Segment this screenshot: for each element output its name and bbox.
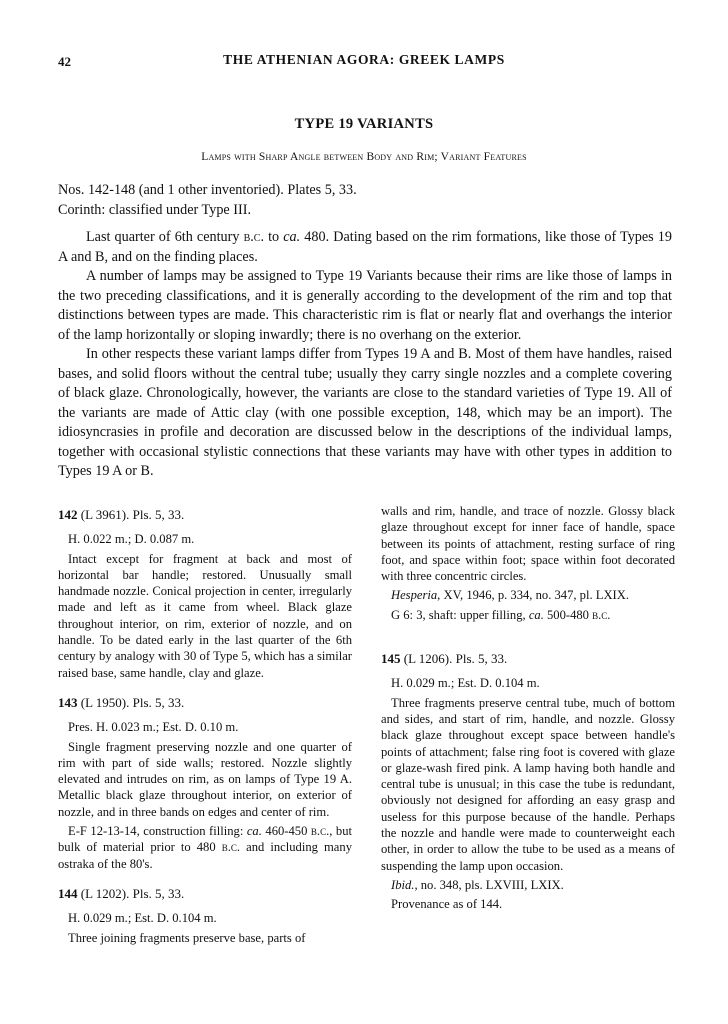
nos-line: Nos. 142-148 (and 1 other inventoried). Plates 5, 33. <box>58 182 357 198</box>
text-run: , but bulk of material prior to 480 <box>58 824 352 855</box>
dimensions: H. 0.022 m.; D. 0.087 m. <box>68 532 195 547</box>
catalog-number: 142 <box>58 507 78 522</box>
description: Single fragment preserving nozzle and one quarter of rim with part of side walls; restored. Nozzle slightly elevated and intrudes on rim, as on lamps of Type 19 A. Metallic black glaze throughout interior, on exterior of nozzle, and in three bands on edges and center of rim. <box>58 739 352 819</box>
intro-paragraph: A number of lamps may be assigned to Type 19 Variants because their rims are like those of lamps in the two preceding classifications, and it is generally according to the development of the rim and top that distinctions between types are made. This characteristic rim is flat or nearly flat and overhangs the interior of the lamp horizontally or sloping inwardly; there is no overhang on the exterior. <box>58 268 672 343</box>
context <box>381 607 675 623</box>
ca-abbrev: ca. <box>246 824 262 839</box>
description-continued: walls and rim, handle, and trace of nozzle. Glossy black glaze throughout except for inner face of handle, space between its points of attachment, resting surface of ring foot, and space within foot; space within foot decorated with three concentric circles. <box>381 504 675 584</box>
provenance: Provenance as of 144. <box>391 897 503 912</box>
catalog-ref: (L 1950). Pls. 5, 33. <box>77 694 185 710</box>
bc-abbrev: b.c. <box>310 824 330 839</box>
publication <box>381 587 675 603</box>
catalog-heading <box>381 651 675 667</box>
description: Three fragments preserve central tube, much of bottom and sides, and start of rim, handle, and nozzle. Glossy black glaze throughout except space between handle's points of attachment; false ring foot is covered with glaze or glaze-wash fired pink. A lamp having both handle and central tube is unusual; in this case the tube is redundant, obviously not designed for affording an easy grasp and useless for this purpose because of the handle. Perhaps the nozzle and handle were made to counterweight each other, in order to allow the tube to be used as a means of suspending the lamp upon occasion. <box>381 695 675 873</box>
intro-paragraph: In other respects these variant lamps differ from Types 19 A and B. Most of them have handles, raised bases, and solid floors without the central tube; usually they carry single nozzles and a complete covering of black glaze. Chronologically, however, the variants are close to the standard varieties of Type 19. All of the variants are made of Attic clay (with one possible exception, 148, which may be an import). The idiosyncrasies in profile and decoration are discussed below in the descriptions of the individual lamps, together with occasional stylistic connections that these variants may have with other types in addition to Types 19 A or B. <box>58 346 672 479</box>
spacer <box>58 872 352 886</box>
text-run: Last quarter of 6th century <box>86 229 244 245</box>
text-run: , no. 348, pls. LXVIII, LXIX. <box>414 877 564 892</box>
corinth-line: Corinth: classified under Type III. <box>58 201 251 218</box>
catalog-heading <box>58 507 352 523</box>
catalog-number: 145 <box>381 651 401 667</box>
section-title: TYPE 19 VARIANTS <box>294 116 434 132</box>
text-run: and including many ostraka of the 80's. <box>58 840 352 871</box>
catalog-heading <box>58 886 352 902</box>
description: Intact except for fragment at back and most of horizontal bar handle; restored. Unusually small handmade nozzle. Conical projection in center, irregularly made and left as it came from wheel. Black glaze throughout interior, on rim, exterior of nozzle, and on handle. To be dated early in the last quarter of the 6th century by analogy with 30 of Type 5, which has a similar raised base, same handle, clay and glaze. <box>58 551 352 680</box>
dimensions: Pres. H. 0.023 m.; Est. D. 0.10 m. <box>68 720 239 735</box>
bc-abbrev: b.c. <box>221 840 241 855</box>
text-run: to <box>264 229 284 245</box>
dimensions: H. 0.029 m.; Est. D. 0.104 m. <box>391 676 540 691</box>
catalog-ref: (L 3961). Pls. 5, 33. <box>77 507 185 522</box>
text-run: 480. Dating based on the rim formations, like those of Types 19 A and B, and on the finding places. <box>58 229 672 265</box>
bc-abbrev: b.c. <box>243 229 265 245</box>
dimensions: H. 0.029 m.; Est. D. 0.104 m. <box>68 911 217 926</box>
intro-block <box>58 181 672 482</box>
catalog-number: 144 <box>58 885 78 901</box>
ca-abbrev: ca. <box>283 229 301 245</box>
catalog-ref: (L 1206). Pls. 5, 33. <box>400 651 508 667</box>
text-run: 500-480 <box>543 607 593 622</box>
text-run: , XV, 1946, p. 334, no. 347, pl. LXIX. <box>437 588 629 603</box>
journal-title: Hesperia <box>391 588 438 603</box>
spacer <box>381 623 675 651</box>
text-run: E-F 12-13-14, construction filling: <box>68 824 247 839</box>
running-head: THE ATHENIAN AGORA: GREEK LAMPS <box>223 52 505 67</box>
ibid-abbrev: Ibid. <box>391 877 415 892</box>
section-subtitle: Lamps with Sharp Angle between Body and Rim; Variant Features <box>201 151 527 163</box>
context <box>58 823 352 872</box>
page-number: 42 <box>58 54 71 69</box>
spacer <box>58 681 352 695</box>
catalog-ref: (L 1202). Pls. 5, 33. <box>77 885 185 901</box>
ca-abbrev: ca. <box>528 607 544 622</box>
intro-paragraph <box>58 228 672 267</box>
left-column <box>58 507 352 946</box>
description: Three joining fragments preserve base, parts of <box>68 930 306 945</box>
catalog-number: 143 <box>58 694 78 710</box>
text-run: 460-450 <box>261 824 311 839</box>
catalog-heading <box>58 695 352 711</box>
right-column <box>381 503 675 913</box>
text-run: G 6: 3, shaft: upper filling, <box>391 607 529 622</box>
publication <box>381 877 675 893</box>
bc-abbrev: b.c. <box>592 607 611 622</box>
